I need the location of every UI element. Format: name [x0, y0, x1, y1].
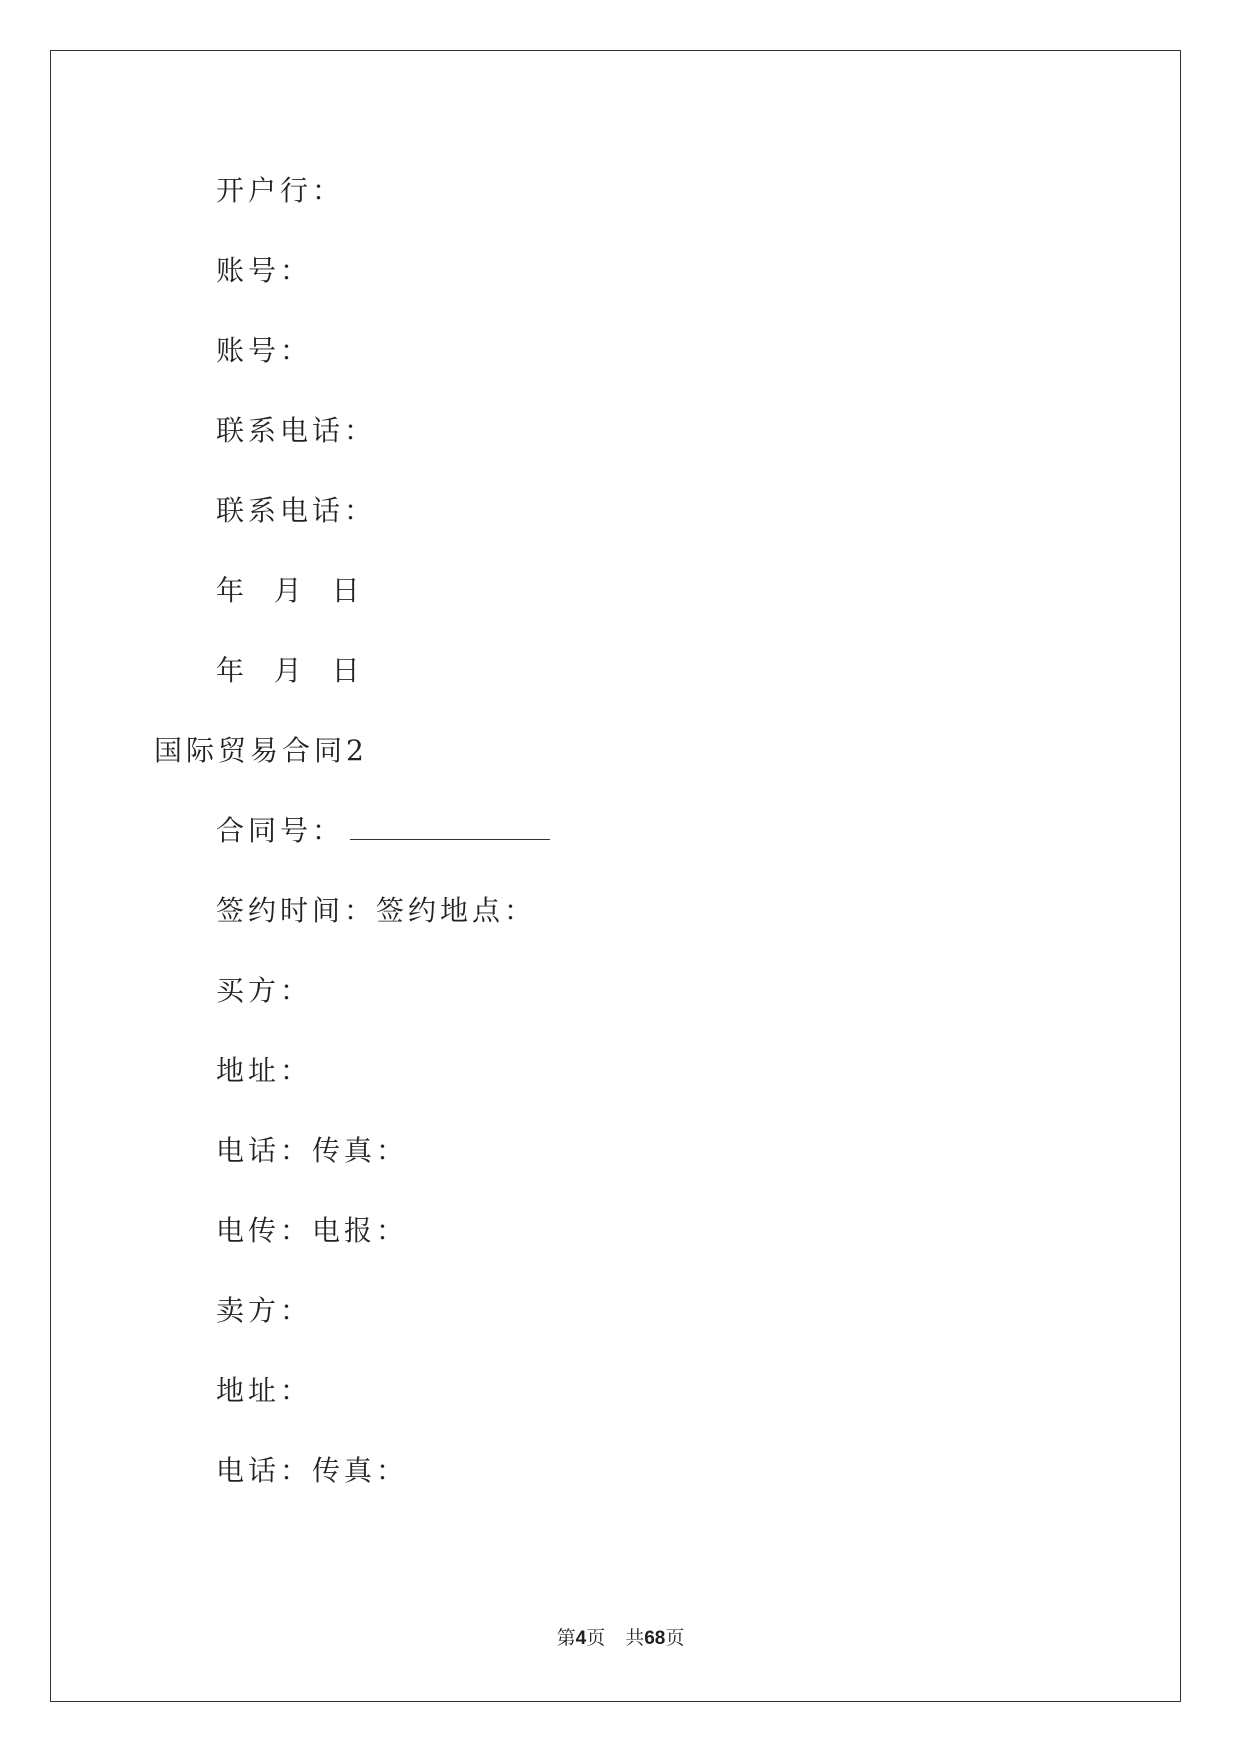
contract-number-label: 合同号：: [216, 814, 345, 847]
current-page-number: 4: [575, 1628, 587, 1649]
bank-label: 开户行：: [216, 174, 345, 207]
address-label: 地址：: [216, 1374, 313, 1407]
seller-label: 卖方：: [216, 1294, 313, 1327]
phone-label: 联系电话：: [216, 414, 377, 447]
account-label: 账号：: [216, 254, 313, 287]
contract-number-blank: [350, 821, 550, 840]
telex-telegram-label: 电传：电报：: [216, 1214, 409, 1247]
page-footer: [0, 1623, 1241, 1650]
footer-total-suffix: 页: [665, 1627, 685, 1649]
phone-fax-label: 电话：传真：: [216, 1454, 409, 1487]
date-line: 年 月 日: [216, 654, 364, 687]
address-label: 地址：: [216, 1054, 313, 1087]
total-pages-number: 68: [644, 1628, 666, 1649]
contract-number-line: [216, 811, 550, 851]
footer-prefix: 第: [556, 1627, 576, 1649]
signing-time-place-label: 签约时间：签约地点：: [216, 894, 537, 927]
footer-page-suffix: 页: [586, 1627, 606, 1649]
account-label: 账号：: [216, 334, 313, 367]
buyer-label: 买方：: [216, 974, 313, 1007]
section-heading: 国际贸易合同2: [154, 734, 368, 767]
phone-fax-label: 电话：传真：: [216, 1134, 409, 1167]
footer-total-prefix: 共: [625, 1627, 645, 1649]
date-line: 年 月 日: [216, 574, 364, 607]
phone-label: 联系电话：: [216, 494, 377, 527]
